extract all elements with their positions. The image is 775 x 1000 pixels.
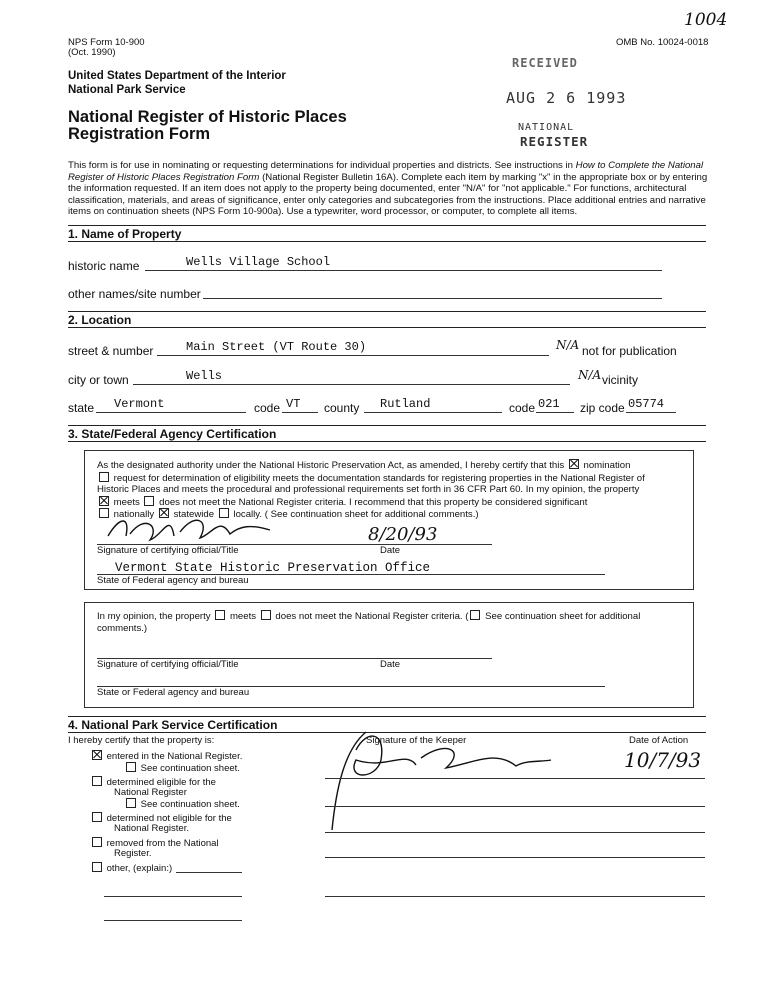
option-entered: entered in the National Register. (90, 750, 242, 762)
nomination-checkbox[interactable] (569, 459, 579, 469)
register-stamp: REGISTER (520, 134, 589, 149)
agency-field[interactable]: Vermont State Historic Preservation Office (115, 561, 431, 575)
corner-number: 1004 (684, 10, 728, 30)
removed-checkbox[interactable] (92, 837, 102, 847)
street-field[interactable]: Main Street (VT Route 30) (186, 340, 367, 354)
form-title-2: Registration Form (68, 125, 211, 143)
request-checkbox[interactable] (99, 472, 109, 482)
signature2-label: Signature of certifying official/Title (97, 659, 239, 670)
state-label: state (68, 401, 95, 415)
eligible-continuation-checkbox[interactable] (126, 798, 136, 808)
county-label: county (324, 401, 360, 415)
date-label: Date (380, 545, 401, 556)
option-not-eligible-line2: National Register. (114, 823, 189, 834)
section-2-heading: 2. Location (68, 313, 132, 327)
does-not-meet-checkbox[interactable] (144, 496, 154, 506)
county-code-field[interactable]: 021 (538, 397, 560, 411)
county-field[interactable]: Rutland (380, 397, 431, 411)
date2-label: Date (380, 659, 401, 670)
national-stamp: NATIONAL (518, 122, 575, 133)
entered-continuation-checkbox[interactable] (126, 762, 136, 772)
received-date-stamp: AUG 2 6 1993 (506, 89, 627, 107)
keeper-signature-label: Signature of the Keeper (366, 735, 467, 746)
state-code-label: code (254, 401, 281, 415)
form-number: NPS Form 10-900 (68, 37, 145, 48)
vicinity-na: N/A (578, 368, 602, 382)
department: United States Department of the Interior (68, 70, 286, 82)
zip-field[interactable]: 05774 (628, 397, 665, 411)
option-eligible-line2: National Register (114, 787, 187, 798)
opinion-meets-checkbox[interactable] (215, 610, 225, 620)
form-title-1: National Register of Historic Places (68, 108, 347, 126)
date-of-action: 10/7/93 (624, 748, 702, 772)
historic-name-field[interactable]: Wells Village School (186, 255, 331, 269)
intro-paragraph: This form is for use in nominating or requesting determinations for individual properties and districts. See instructions in How to Complete the National Register of Historic Places Registration Form (National Register Bulletin 16A). Complete each item by marking "x" in the appropriate box or by entering the information requested. If an item does not apply to the property being documented, enter "N/A" for "not applicable." For functions, architectural classification, materials, and areas of significance, enter only categories and subcategories from the instructions. Place additional entries and narrative items on continuation sheets (NPS Form 10-900a). Use a typewriter, word processor, or computer, to complete all items. (68, 160, 708, 218)
city-label: city or town (68, 373, 129, 387)
state-field[interactable]: Vermont (114, 397, 165, 411)
not-eligible-checkbox[interactable] (92, 812, 102, 822)
option-not-eligible: determined not eligible for the (90, 812, 232, 824)
keeper-signature (326, 720, 566, 840)
other-names-label: other names/site number (68, 287, 201, 301)
option-eligible-continuation: See continuation sheet. (124, 798, 240, 810)
entered-checkbox[interactable] (92, 750, 102, 760)
city-field[interactable]: Wells (186, 369, 223, 383)
other-checkbox[interactable] (92, 862, 102, 872)
street-label: street & number (68, 344, 154, 358)
omb-number: OMB No. 10024-0018 (616, 37, 709, 48)
meets-checkbox[interactable] (99, 496, 109, 506)
hereby-certify: I hereby certify that the property is: (68, 735, 215, 746)
signature-label: Signature of certifying official/Title (97, 545, 239, 556)
option-other: other, (explain:) (90, 862, 172, 874)
option-removed-line2: Register. (114, 848, 152, 859)
vicinity-label: vicinity (602, 373, 639, 387)
eligible-checkbox[interactable] (92, 776, 102, 786)
section-3-heading: 3. State/Federal Agency Certification (68, 427, 277, 441)
certification-date: 8/20/93 (368, 524, 438, 545)
not-for-publication-label: not for publication (582, 344, 677, 358)
form-date: (Oct. 1990) (68, 47, 116, 58)
county-code-label: code (509, 401, 536, 415)
received-stamp: RECEIVED (512, 56, 578, 70)
service: National Park Service (68, 84, 186, 96)
section-1-heading: 1. Name of Property (68, 227, 182, 241)
historic-name-label: historic name (68, 259, 140, 273)
certification-text: As the designated authority under the National Historic Preservation Act, as amended, I hereby certify that this nomination request for determination of eligibility meets the documentation standards for registering properties in the National Register of Historic Places and meets the procedural and professional requirements set forth in 36 CFR Part 60. In my opinion, the property meets does not meet the National Register criteria. I recommend that this property be considered significant nationally statewide locally. ( See continuation sheet for additional comments.) (97, 460, 645, 521)
opinion-not-meet-checkbox[interactable] (261, 610, 271, 620)
date-of-action-label: Date of Action (629, 735, 689, 746)
opinion-text: In my opinion, the property meets does not meet the National Register criteria. ( See continuation sheet for additional comments.) (97, 611, 641, 634)
opinion-continuation-checkbox[interactable] (470, 610, 480, 620)
state-code-field[interactable]: VT (286, 397, 301, 411)
not-for-publication-na: N/A (556, 338, 580, 352)
section-4-heading: 4. National Park Service Certification (68, 718, 278, 732)
agency2-label: State or Federal agency and bureau (97, 687, 250, 698)
agency-label: State of Federal agency and bureau (97, 575, 249, 586)
zip-label: zip code (580, 401, 625, 415)
option-entered-continuation: See continuation sheet. (124, 762, 240, 774)
option-eligible: determined eligible for the (90, 776, 216, 788)
option-removed: removed from the National (90, 837, 219, 849)
